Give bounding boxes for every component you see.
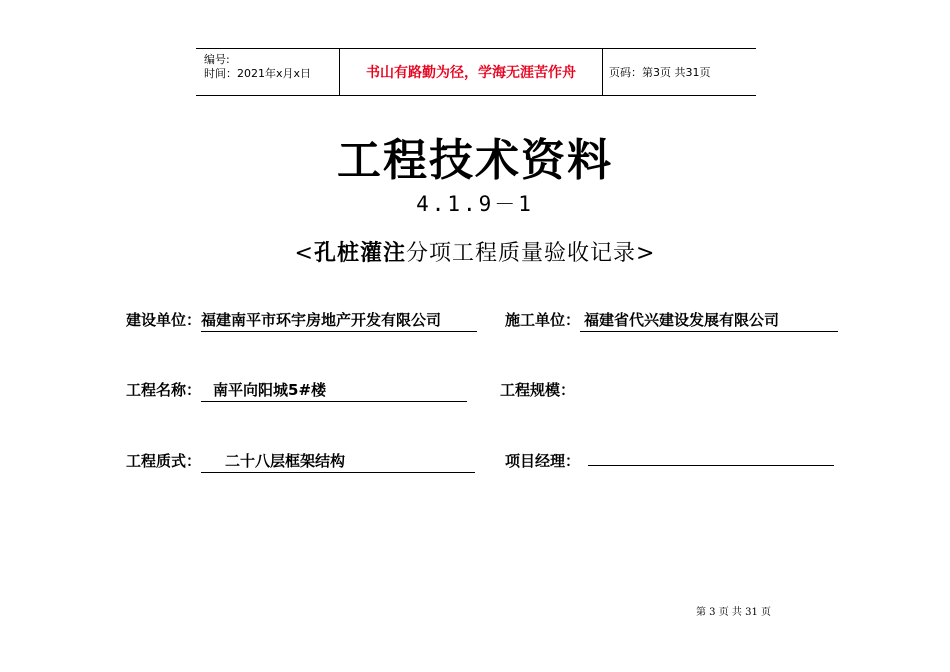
scale-label: 工程规模： (500, 381, 576, 399)
manager-value (588, 464, 834, 466)
structure-value: 二十八层框架结构 (201, 450, 475, 473)
contractor-value: 福建省代兴建设发展有限公司 (580, 309, 838, 332)
document-title: 工程技术资料 (337, 135, 613, 186)
subtitle-open: < (294, 241, 314, 266)
subtitle-close: > (636, 241, 656, 266)
manager-row (505, 450, 834, 471)
builder-label: 建设单位： (126, 311, 202, 329)
header-info (196, 49, 339, 95)
scale-row (500, 379, 575, 400)
builder-row (126, 309, 477, 332)
header-table (196, 48, 756, 96)
builder-value: 福建南平市环宇房地产开发有限公司 (201, 309, 477, 332)
manager-label: 项目经理： (505, 452, 581, 470)
document-code: 4.1.9－1 (416, 192, 534, 216)
time-label: 时间：2021年x月x日 (204, 67, 312, 80)
structure-row (126, 450, 475, 473)
header-motto: 书山有路勤为径，学海无涯苦作舟 (339, 49, 603, 95)
project-name-value: 南平向阳城5#楼 (201, 379, 467, 402)
project-name-row (126, 379, 467, 402)
project-name-label: 工程名称： (126, 381, 202, 399)
contractor-row (505, 309, 838, 332)
number-label: 编号: (204, 53, 230, 66)
header-page-code: 页码：第3页 共31页 (609, 66, 711, 79)
structure-label: 工程质式： (126, 452, 202, 470)
subtitle-rest: 分项工程质量验收记录 (406, 241, 637, 266)
page-footer: 第 3 页 共 31 页 (696, 607, 771, 618)
contractor-label: 施工单位： (505, 311, 581, 329)
document-subtitle (0, 236, 950, 267)
subtitle-bold: 孔桩灌注 (313, 241, 406, 266)
